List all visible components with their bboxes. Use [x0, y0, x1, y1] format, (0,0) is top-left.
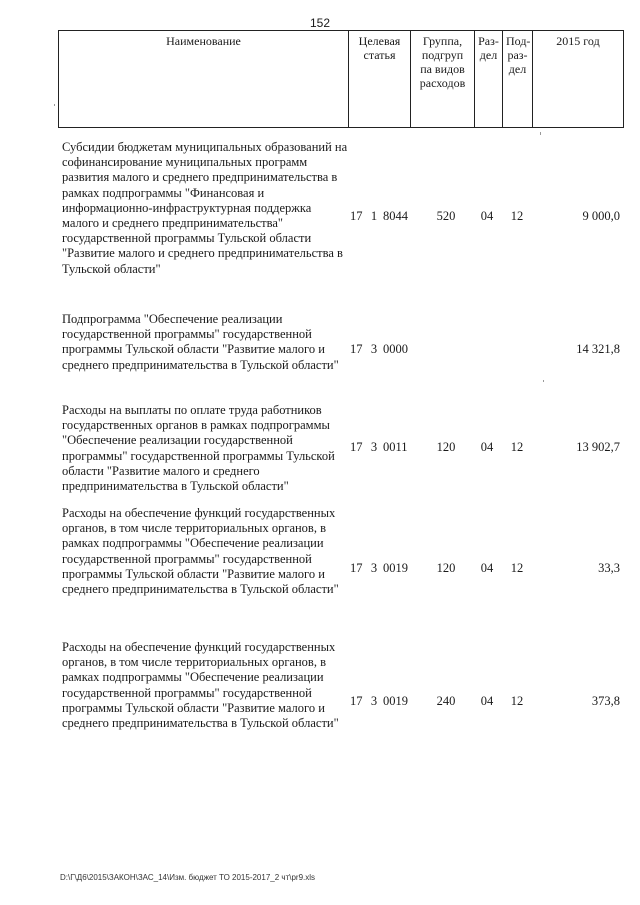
cell-target-c: 0000	[383, 342, 408, 356]
cell-group: 120	[436, 440, 456, 454]
row-name: Расходы на обеспечение функций государственных органов, в том числе территориальных органов, в рамках подпрограммы "Обеспечение реализации государственной программы" государственной программы Тульской области "Развитие малого и среднего предпринимательства в Тульской области"	[62, 506, 339, 597]
cell-group: 520	[436, 209, 456, 223]
scan-speck	[54, 104, 55, 106]
cell-amount: 9 000,0	[582, 209, 620, 223]
cell-target-c: 0019	[383, 694, 408, 708]
cell-target-a: 17	[350, 561, 363, 575]
cell-target-a: 17	[350, 342, 363, 356]
cell-target-c: 0011	[383, 440, 408, 454]
cell-target-b: 3	[370, 440, 378, 454]
cell-amount: 13 902,7	[576, 440, 620, 454]
header-subsection: Под- раз- дел	[502, 31, 532, 127]
header-year: 2015 год	[532, 31, 623, 127]
cell-target-b: 1	[370, 209, 378, 223]
row-name: Расходы на выплаты по оплате труда работников государственных органов в рамках подпрограммы "Обеспечение реализации государственной программы" государственной программы Тульской области "Развитие малого и среднего предпринимательства в Тульской области"	[62, 403, 335, 494]
cell-group: 120	[436, 561, 456, 575]
cell-target-c: 8044	[383, 209, 408, 223]
cell-target-b: 3	[370, 694, 378, 708]
header-group: Группа, подгруп па видов расходов	[410, 31, 474, 127]
cell-subsection: 12	[510, 694, 524, 708]
cell-section: 04	[480, 440, 494, 454]
cell-target-c: 0019	[383, 561, 408, 575]
cell-subsection: 12	[510, 209, 524, 223]
cell-target-a: 17	[350, 209, 363, 223]
cell-target-b: 3	[370, 561, 378, 575]
scan-speck	[540, 132, 541, 135]
header-section: Раз- дел	[474, 31, 502, 127]
row-name: Расходы на обеспечение функций государственных органов, в том числе территориальных органов, в рамках подпрограммы "Обеспечение реализации государственной программы" государственной программы Тульской области "Развитие малого и среднего предпринимательства в Тульской области"	[62, 640, 339, 731]
cell-target-b: 3	[370, 342, 378, 356]
row-name: Субсидии бюджетам муниципальных образований на софинансирование муниципальных программ развития малого и среднего предпринимательства в рамках подпрограммы "Финансовая и информационно-инфраструктурная поддержка малого и среднего предпринимательства" государственной программы Тульской области "Развитие малого и среднего предпринимательства в Тульской области"	[62, 140, 348, 276]
cell-group: 240	[436, 694, 456, 708]
table-header	[58, 30, 624, 128]
cell-target-a: 17	[350, 440, 363, 454]
cell-subsection: 12	[510, 440, 524, 454]
cell-target-a: 17	[350, 694, 363, 708]
cell-section: 04	[480, 694, 494, 708]
cell-section: 04	[480, 561, 494, 575]
scan-speck	[543, 380, 544, 382]
cell-amount: 14 321,8	[576, 342, 620, 356]
row-name: Подпрограмма "Обеспечение реализации государственной программы" государственной программы Тульской области "Развитие малого и среднего предпринимательства в Тульской области"	[62, 312, 339, 372]
page-number: 152	[309, 16, 331, 30]
file-path-footer: D:\Г\Д6\2015\ЗАКОН\ЗАС_14\Изм. бюджет ТО 2015-2017_2 чт\pr9.xls	[60, 873, 316, 882]
cell-amount: 33,3	[598, 561, 620, 575]
header-target: Целевая статья	[348, 31, 410, 127]
cell-section: 04	[480, 209, 494, 223]
header-name: Наименование	[166, 34, 241, 48]
cell-amount: 373,8	[591, 694, 620, 708]
cell-subsection: 12	[510, 561, 524, 575]
